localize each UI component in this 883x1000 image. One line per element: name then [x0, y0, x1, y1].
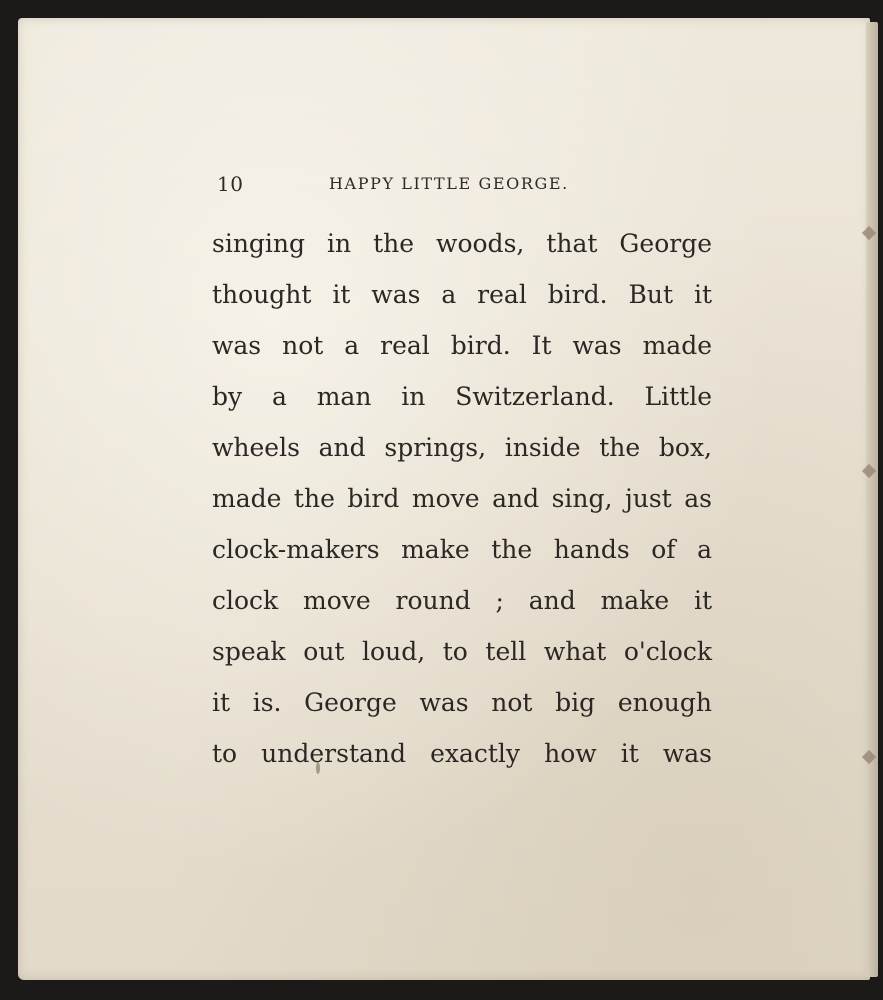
text-line: thought it was a real bird. But it — [212, 280, 712, 309]
text-line: it is. George was not big enough — [212, 688, 712, 717]
text-line: singing in the woods, that George — [212, 229, 712, 258]
text-line: was not a real bird. It was made — [212, 331, 712, 360]
text-line: to understand exactly how it was — [212, 739, 712, 768]
page-edge — [866, 22, 878, 977]
text-line: clock move round ; and make it — [212, 586, 712, 615]
text-line: clock-makers make the hands of a — [212, 535, 712, 564]
text-line: made the bird move and sing, just as — [212, 484, 712, 513]
page-number: 10 — [217, 172, 244, 196]
text-line: by a man in Switzerland. Little — [212, 382, 712, 411]
text-line: wheels and springs, inside the box, — [212, 433, 712, 462]
running-head — [217, 172, 617, 194]
text-line: speak out loud, to tell what o'clock — [212, 637, 712, 666]
book-title: HAPPY LITTLE GEORGE. — [329, 174, 569, 193]
body-text — [212, 218, 712, 779]
